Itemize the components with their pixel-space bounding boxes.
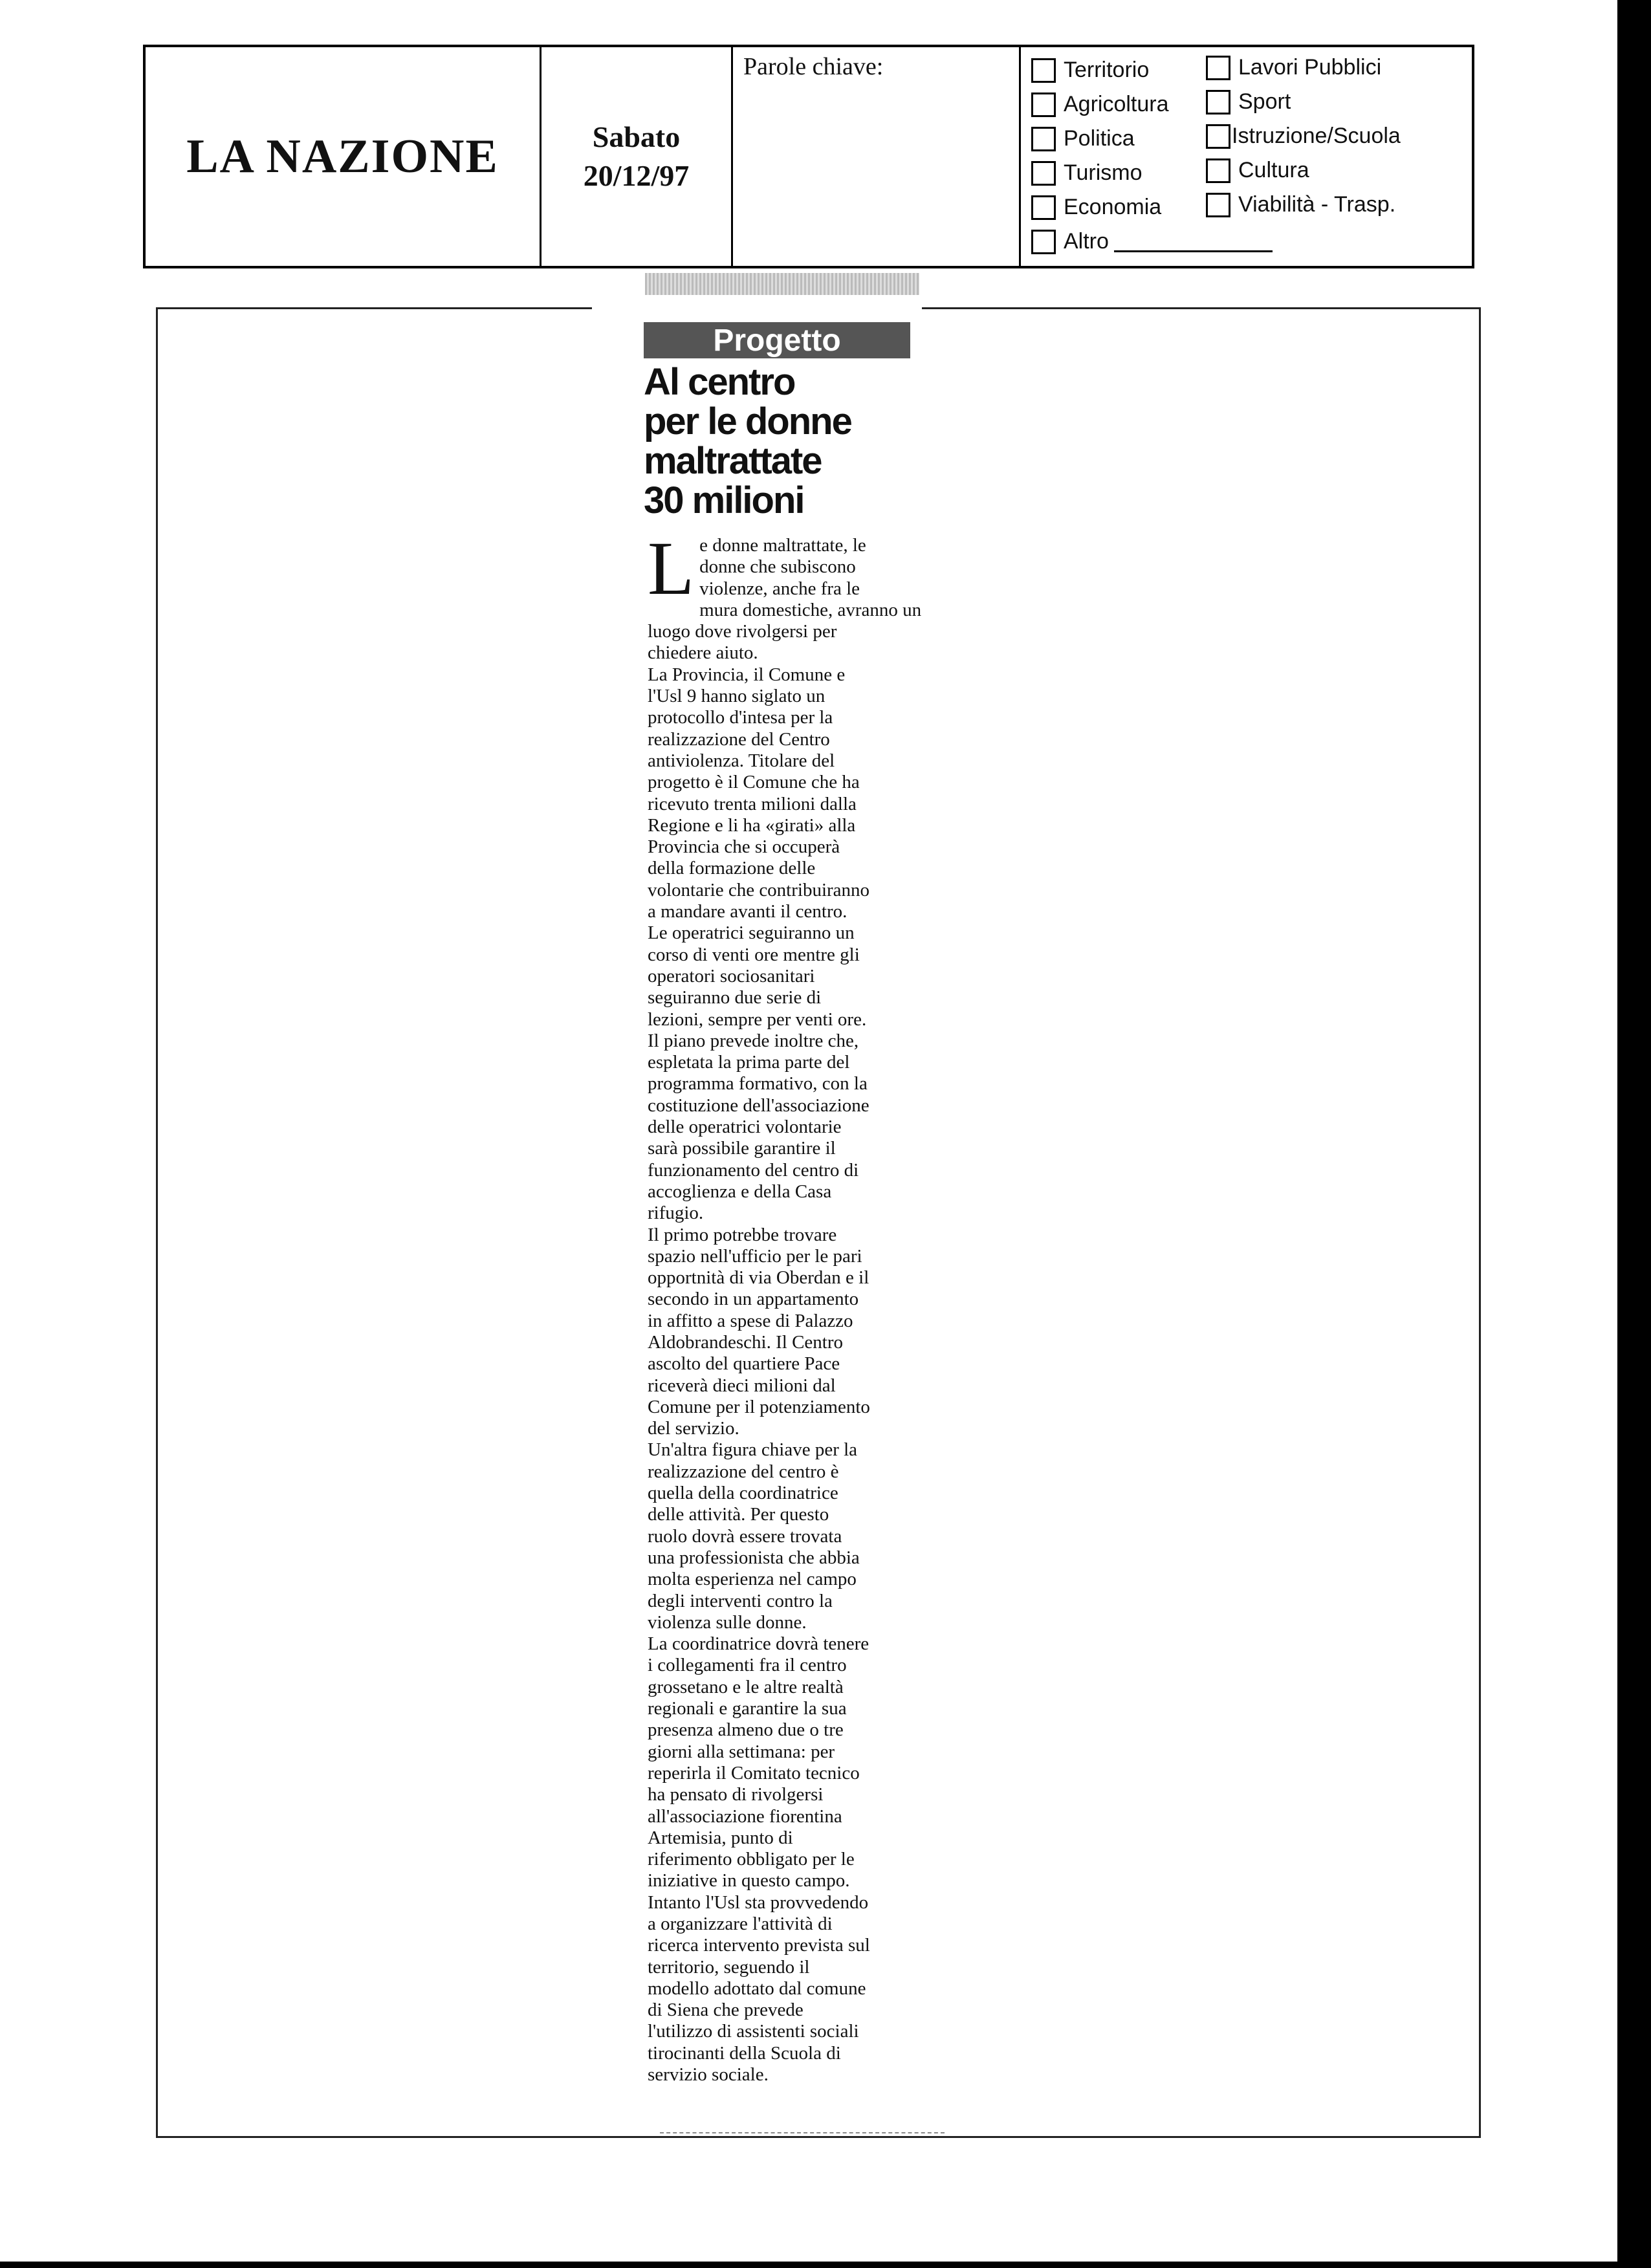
article-line: realizzazione del Centro (648, 728, 830, 750)
category-lavori-pubblici[interactable] (1206, 55, 1381, 80)
date-label: 20/12/97 (583, 159, 690, 192)
article-line: di Siena che prevede (648, 2000, 804, 2021)
checkbox-icon[interactable] (1031, 93, 1056, 117)
article-headline (644, 362, 928, 520)
article-line: del servizio. (648, 1418, 739, 1439)
article-body (648, 526, 932, 2086)
headline-line: per le donne (644, 400, 851, 442)
category-label: Politica (1064, 126, 1135, 151)
category-label: Sport (1238, 89, 1291, 114)
article-line: a organizzare l'attività di (648, 1914, 833, 1934)
article-line: i collegamenti fra il centro (648, 1655, 847, 1676)
article-line: ascolto del quartiere Pace (648, 1353, 840, 1375)
headline-line: Al centro (644, 361, 795, 403)
keywords-cell (733, 47, 1021, 266)
article-line: donne che subiscono (699, 556, 856, 578)
article-line: programma formativo, con la (648, 1073, 868, 1095)
article-line: Il piano prevede inoltre che, (648, 1030, 859, 1051)
article-line: chiedere aiuto. (648, 642, 758, 664)
article-line: violenze, anche fra le (699, 578, 860, 599)
article-line: Comune per il potenziamento (648, 1396, 870, 1417)
article-end-rule (660, 2132, 945, 2133)
category-altro[interactable] (1031, 229, 1273, 254)
article-line: modello adottato dal comune (648, 1978, 866, 1999)
date-cell (541, 47, 733, 266)
article-line: giorni alla settimana: per (648, 1741, 835, 1762)
article-line: violenza sulle donne. (648, 1611, 807, 1633)
article-line: reperirla il Comitato tecnico (648, 1762, 860, 1783)
article-line: Un'altra figura chiave per la (648, 1439, 858, 1461)
article-line: tirocinanti della Scuola di (648, 2042, 841, 2064)
article-line: Regione e li ha «girati» alla (648, 814, 856, 836)
day-label: Sabato (592, 120, 681, 153)
article-line: lezioni, sempre per venti ore. (648, 1009, 867, 1030)
altro-blank-line[interactable] (1114, 231, 1273, 252)
article-line: sarà possibile garantire il (648, 1138, 836, 1159)
newspaper-logo: LA NAZIONE (186, 129, 499, 183)
article-line: La coordinatrice dovrà tenere (648, 1633, 869, 1655)
article-line: luogo dove rivolgersi per (648, 621, 837, 642)
article-line: ricerca intervento prevista sul (648, 1935, 870, 1956)
article-kicker: Progetto (644, 322, 910, 358)
checkbox-icon[interactable] (1206, 56, 1230, 80)
category-label: Lavori Pubblici (1238, 55, 1382, 80)
category-sport[interactable] (1206, 89, 1291, 114)
article-line: antiviolenza. Titolare del (648, 750, 835, 771)
scan-edge-bottom (0, 2262, 1617, 2268)
article-line: una professionista che abbia (648, 1547, 860, 1568)
article-line: ricevuto trenta milioni dalla (648, 793, 857, 814)
categories-cell (1021, 47, 1472, 266)
article-line: ruolo dovrà essere trovata (648, 1525, 842, 1547)
article-line: riferimento obbligato per le (648, 1849, 855, 1870)
article-line: Provincia che si occuperà (648, 836, 840, 858)
article-line: territorio, seguendo il (648, 1956, 810, 1978)
article-line: La Provincia, il Comune e (648, 664, 846, 685)
checkbox-icon[interactable] (1206, 158, 1230, 183)
checkbox-icon[interactable] (1031, 195, 1056, 220)
article-line: progetto è il Comune che ha (648, 772, 860, 793)
article-line: grossetano e le altre realtà (648, 1676, 844, 1697)
keywords-label: Parole chiave: (743, 53, 884, 80)
category-cultura[interactable] (1206, 158, 1309, 183)
article-line: l'utilizzo di assistenti sociali (648, 2021, 859, 2042)
headline-line: maltrattate (644, 440, 822, 482)
category-label: Turismo (1064, 160, 1143, 185)
category-politica[interactable] (1031, 126, 1135, 151)
drop-cap: L (648, 526, 695, 611)
article-line: della formazione delle (648, 858, 816, 879)
article-line: delle operatrici volontarie (648, 1117, 842, 1138)
article-line: spazio nell'ufficio per le pari (648, 1245, 862, 1267)
article-line: quella della coordinatrice (648, 1483, 838, 1504)
newspaper-cell (146, 47, 541, 266)
article-line: funzionamento del centro di (648, 1159, 859, 1181)
article-line: e donne maltrattate, le (699, 535, 866, 556)
checkbox-icon[interactable] (1206, 90, 1230, 114)
article-line: mura domestiche, avranno un (699, 599, 922, 620)
category-agricoltura[interactable] (1031, 92, 1169, 117)
article-line: Il primo potrebbe trovare (648, 1224, 837, 1245)
article-line: accoglienza e della Casa (648, 1181, 832, 1202)
article-line: servizio sociale. (648, 2064, 769, 2086)
article-line: seguiranno due serie di (648, 987, 822, 1009)
article-line: degli interventi contro la (648, 1590, 833, 1611)
category-label: Cultura (1238, 158, 1309, 182)
article-line: delle attività. Per questo (648, 1504, 829, 1525)
article-line: all'associazione fiorentina (648, 1805, 842, 1827)
article-line: realizzazione del centro è (648, 1461, 839, 1482)
article-line: riceverà dieci milioni dal (648, 1375, 836, 1396)
category-territorio[interactable] (1031, 58, 1149, 83)
category-label: Viabilità - Trasp. (1238, 192, 1396, 217)
headline-line: 30 milioni (644, 479, 804, 521)
article-line: regionali e garantire la sua (648, 1698, 847, 1719)
category-viabilita[interactable] (1206, 192, 1395, 217)
article-line: corso di venti ore mentre gli (648, 944, 860, 965)
article-line: presenza almeno due o tre (648, 1719, 844, 1741)
checkbox-icon[interactable] (1031, 230, 1056, 254)
scan-shading (645, 273, 919, 295)
article-line: costituzione dell'associazione (648, 1095, 869, 1116)
article-line: ha pensato di rivolgersi (648, 1784, 824, 1805)
article-line: in affitto a spese di Palazzo (648, 1310, 853, 1331)
category-label: Agricoltura (1064, 92, 1169, 116)
article-line: a mandare avanti il centro. (648, 901, 847, 922)
category-label: Economia (1064, 195, 1162, 219)
category-label: Istruzione/Scuola (1232, 124, 1401, 148)
article-line: iniziative in questo campo. (648, 1870, 850, 1892)
frame-gap (592, 304, 922, 312)
article-line: espletata la prima parte del (648, 1052, 850, 1073)
article-line: molta esperienza nel campo (648, 1569, 857, 1590)
checkbox-icon[interactable] (1031, 127, 1056, 151)
category-economia[interactable] (1031, 195, 1161, 220)
article-line: Aldobrandeschi. Il Centro (648, 1331, 844, 1353)
article-line: l'Usl 9 hanno siglato un (648, 686, 826, 707)
category-istruzione[interactable] (1206, 124, 1401, 149)
checkbox-icon[interactable] (1206, 124, 1230, 149)
article-line: Intanto l'Usl sta provvedendo (648, 1892, 869, 1913)
scan-edge-right (1617, 0, 1651, 2268)
checkbox-icon[interactable] (1031, 161, 1056, 186)
article-line: Artemisia, punto di (648, 1827, 793, 1848)
article-line: protocollo d'intesa per la (648, 707, 833, 728)
article-line: operatori sociosanitari (648, 965, 815, 987)
category-label: Territorio (1064, 58, 1150, 82)
category-turismo[interactable] (1031, 160, 1143, 186)
checkbox-icon[interactable] (1206, 193, 1230, 217)
article-line: secondo in un appartamento (648, 1289, 859, 1310)
article-line: opportnità di via Oberdan e il (648, 1267, 869, 1289)
clipping-header (143, 45, 1474, 268)
article-line: volontarie che contribuiranno (648, 879, 870, 900)
category-label: Altro (1064, 229, 1109, 254)
article-line: Le operatrici seguiranno un (648, 922, 855, 944)
article-line: rifugio. (648, 1203, 704, 1224)
checkbox-icon[interactable] (1031, 58, 1056, 83)
